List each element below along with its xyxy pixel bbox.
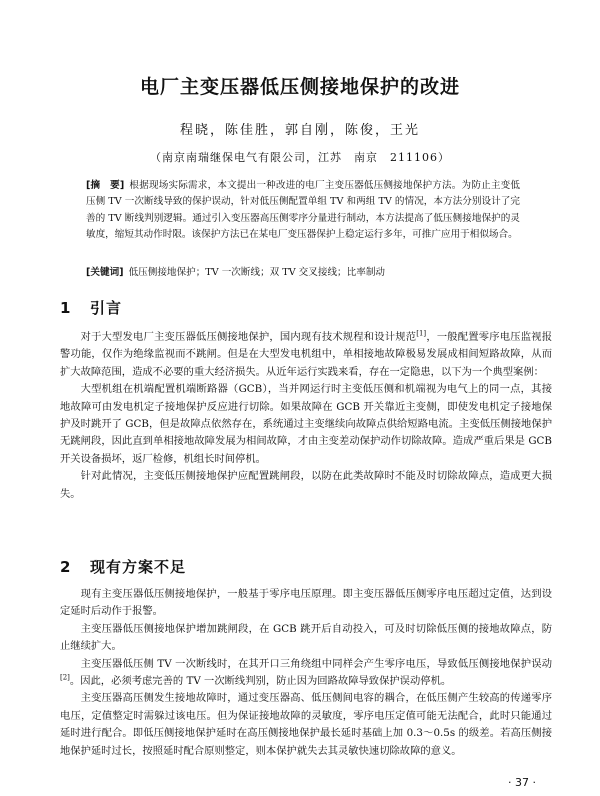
paragraph-text: 主变压器低压侧接地保护增加跳闸段，在 GCB 跳开后自动投入，可及时切除低压侧的接地故障点，防止继续扩大。 [60, 622, 552, 653]
body-paragraph [60, 586, 552, 621]
citation-ref: [2] [60, 673, 70, 682]
paragraph-text: 主变压器低压侧 TV 一次断线时，在其开口三角绕组中同样会产生零序电压，导致低压侧接地保护误动 [80, 657, 552, 670]
paragraph-text: 主变压器高压侧发生接地故障时，通过变压器高、低压侧间电容的耦合，在低压侧产生较高的传递零序电压，定值整定时需躲过该电压。但为保证接地故障的灵敏度，零序电压定值可能无法配合，此时只能通过延时进行配合。即低压侧接地保护延时在高压侧接地保护最长延时基础上加 0.3～0.5s 的级差。若高压侧接地保护延时过长，按照延时配合原则整定，则本保护就失去其灵敏快速切除故障的意义。 [60, 692, 552, 757]
paragraph-text: ，一般配置零序电压监视报警功能，仅作为绝缘监视而不跳闸。但是在大型发电机组中，单相接地故障极易发展成相间短路故障，从而扩大故障范围，造成不必要的重大经济损失。从近年运行实践来看，存在一定隐患，以下为一个典型案例： [60, 331, 552, 378]
section-number: 1 [60, 299, 72, 317]
abstract-label: [摘 要] [86, 180, 125, 191]
paragraph-text: 大型机组在机端配置机端断路器（GCB），当并网运行时主变低压侧和机端视为电气上的同一点，其接地故障可由发电机定子接地保护反应进行切除。如果故障在 GCB 开关靠近主变侧，即使发电机定子接地保护及时跳开了 GCB，但是故障点依然存在，系统通过主变继续向故障点供给短路电流。主变低压侧接地保护无跳闸段，因此直到单相接地故障发展为相间故障，才由主变差动保护动作切除故障。造成严重后果是 GCB 开关设备损坏，返厂检修，机组长时间停机。 [60, 383, 552, 465]
paragraph-text: 对于大型发电厂主变压器低压侧接地保护，国内现有技术规程和设计规范 [80, 331, 417, 343]
body-paragraph [60, 468, 552, 503]
body-paragraph [60, 381, 552, 468]
author-affiliation: （南京南瑞继保电气有限公司，江苏 南京 211106） [150, 151, 450, 164]
abstract-text: 根据现场实际需求，本文提出一种改进的电厂主变压器低压侧接地保护方法。为防止主变低压侧 TV 一次断线导致的保护误动，针对低压侧配置单组 TV 和两组 TV 的情况，本方法分别设计了完善的 TV 断线判别逻辑。通过引入变压器高压侧零序分量进行制动，本方法提高了低压侧接地保护的灵敏度，缩短其动作时限。该保护方法已在某电厂变压器保护上稳定运行多年，可推广应用于相似场合。 [86, 180, 520, 241]
paragraph-text: 。因此，必须考虑完善的 TV 一次断线判别，防止因为回路故障导致保护误动停机。 [69, 675, 452, 688]
paragraph-text: 针对此情况，主变低压侧接地保护应配置跳闸段，以防在此类故障时不能及时切除故障点，造成更大损失。 [60, 470, 552, 500]
body-paragraph [60, 690, 552, 760]
paper-title: 电厂主变压器低压侧接地保护的改进 [139, 76, 460, 98]
citation-ref: [1] [416, 329, 427, 338]
section-body [60, 586, 552, 760]
keywords-label: [关键词] [86, 267, 124, 278]
section-number: 2 [60, 558, 72, 576]
keywords [86, 265, 520, 281]
body-paragraph [60, 329, 552, 381]
page-number: · 37 · [508, 776, 536, 789]
body-paragraph [60, 656, 552, 691]
keywords-text: 低压侧接地保护；TV 一次断线；双 TV 交叉接线；比率制动 [128, 267, 386, 278]
author-list: 程晓，陈佳胜，郭自刚，陈俊，王光 [179, 123, 420, 138]
paragraph-text: 现有主变压器低压侧接地保护，一般基于零序电压原理。即主变压器低压侧零序电压超过定值，达到设定延时后动作于报警。 [60, 588, 552, 618]
abstract [86, 178, 520, 244]
section-title: 引言 [90, 299, 123, 317]
body-paragraph [60, 621, 552, 656]
section-heading [60, 556, 186, 577]
section-heading [60, 297, 122, 318]
section-title: 现有方案不足 [90, 558, 187, 576]
section-body [60, 329, 552, 503]
